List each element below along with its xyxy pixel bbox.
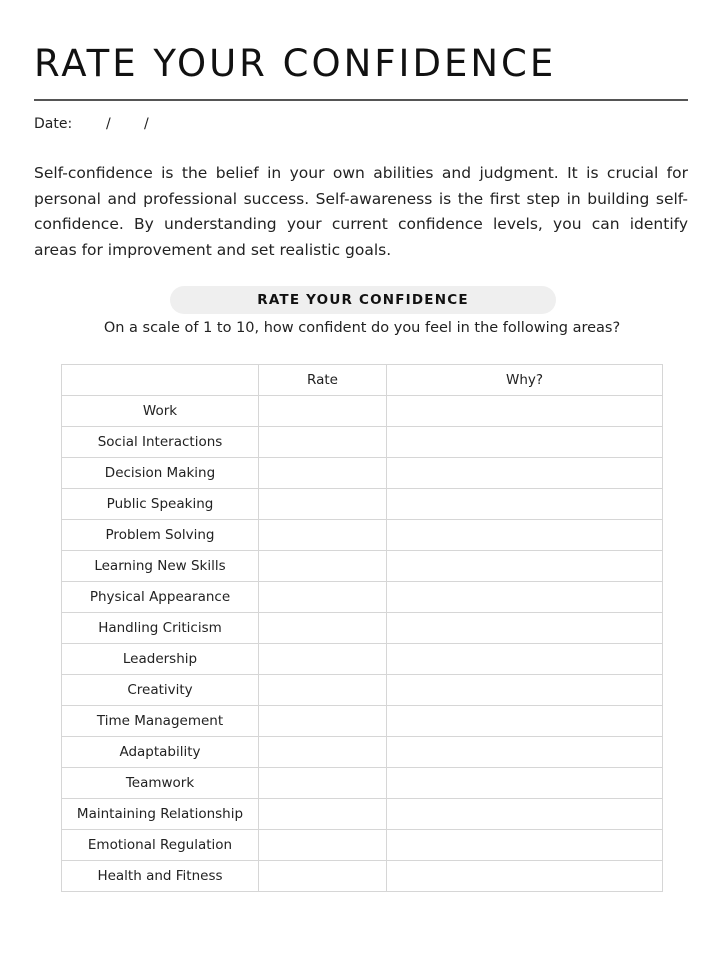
why-cell[interactable] [387,861,663,892]
table-row [62,458,663,489]
table-row [62,675,663,706]
table-row [62,644,663,675]
area-label: Public Speaking [62,489,259,520]
rate-cell[interactable] [259,427,387,458]
why-cell[interactable] [387,582,663,613]
why-cell[interactable] [387,768,663,799]
rate-cell[interactable] [259,737,387,768]
rate-cell[interactable] [259,551,387,582]
why-cell[interactable] [387,427,663,458]
area-label: Decision Making [62,458,259,489]
table-row [62,520,663,551]
why-cell[interactable] [387,675,663,706]
rate-cell[interactable] [259,675,387,706]
rate-cell[interactable] [259,644,387,675]
rate-cell[interactable] [259,861,387,892]
why-cell[interactable] [387,458,663,489]
rate-cell[interactable] [259,489,387,520]
table-row [62,706,663,737]
rate-cell[interactable] [259,582,387,613]
rate-cell[interactable] [259,396,387,427]
date-separator: / [144,116,149,132]
why-cell[interactable] [387,520,663,551]
intro-paragraph: Self-confidence is the belief in your own abilities and judgment. It is crucial for personal and professional success. Self-awareness is the first step in building self-confidence. By understanding your current confidence levels, you can identify areas for improvement and set realistic goals. [34,164,688,259]
why-cell[interactable] [387,613,663,644]
area-label: Emotional Regulation [62,830,259,861]
header-why: Why? [387,365,663,396]
why-cell[interactable] [387,830,663,861]
why-cell[interactable] [387,706,663,737]
rate-cell[interactable] [259,830,387,861]
why-cell[interactable] [387,551,663,582]
table-row [62,396,663,427]
why-cell[interactable] [387,737,663,768]
title-divider [34,99,688,101]
table-row [62,830,663,861]
area-label: Social Interactions [62,427,259,458]
table-row [62,551,663,582]
table-row [62,861,663,892]
area-label: Time Management [62,706,259,737]
date-separator: / [106,116,111,132]
area-label: Creativity [62,675,259,706]
area-label: Health and Fitness [62,861,259,892]
area-label: Teamwork [62,768,259,799]
table-row [62,613,663,644]
table-row [62,427,663,458]
section-prompt: On a scale of 1 to 10, how confident do you feel in the following areas? [103,320,621,336]
area-label: Work [62,396,259,427]
date-field[interactable] [34,116,149,132]
header-rate: Rate [259,365,387,396]
why-cell[interactable] [387,396,663,427]
area-label: Problem Solving [62,520,259,551]
date-label: Date: [34,116,73,132]
table-row [62,489,663,520]
section-heading: RATE YOUR CONFIDENCE [170,286,556,314]
header-area [62,365,259,396]
table-row [62,582,663,613]
why-cell[interactable] [387,644,663,675]
table-header-row [62,365,663,396]
page-title: RATE YOUR CONFIDENCE [34,42,557,85]
rate-cell[interactable] [259,458,387,489]
rate-cell[interactable] [259,706,387,737]
area-label: Handling Criticism [62,613,259,644]
why-cell[interactable] [387,799,663,830]
table-row [62,799,663,830]
area-label: Adaptability [62,737,259,768]
table-row [62,737,663,768]
area-label: Physical Appearance [62,582,259,613]
area-label: Maintaining Relationship [62,799,259,830]
confidence-table [61,364,663,892]
area-label: Learning New Skills [62,551,259,582]
why-cell[interactable] [387,489,663,520]
rate-cell[interactable] [259,799,387,830]
area-label: Leadership [62,644,259,675]
rate-cell[interactable] [259,768,387,799]
table-row [62,768,663,799]
rate-cell[interactable] [259,520,387,551]
rate-cell[interactable] [259,613,387,644]
